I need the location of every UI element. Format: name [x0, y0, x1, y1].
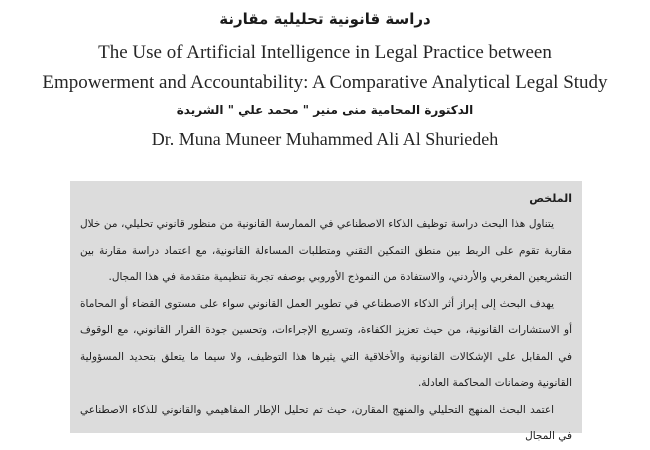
abstract-paragraph-1: يتناول هذا البحث دراسة توظيف الذكاء الاصطناعي في الممارسة القانونية من منظور قانوني تحليلي، من خلال مقاربة تقوم على الربط بين منطق التمكين التقني ومتطلبات المساءلة القانونية، مع اعتماد دراسة مقارنة بين التشريعين المغربي والأردني، والاستفادة من النموذج الأوروبي بوصفه تجربة تنظيمية متقدمة في هذا المجال. [80, 218, 572, 283]
abstract-box [70, 181, 582, 442]
arabic-title: دراسة قانونية تحليلية مقارنة [219, 10, 431, 28]
abstract-paragraph-3: اعتمد البحث المنهج التحليلي والمنهج المقارن، حيث تم تحليل الإطار المفاهيمي والقانوني للذكاء الاصطناعي في المجال [80, 403, 572, 442]
english-author: Dr. Muna Muneer Muhammed Ali Al Shuriedeh [151, 129, 499, 149]
abstract-heading: الملخص [529, 192, 572, 205]
abstract-paragraph-2: يهدف البحث إلى إبراز أثر الذكاء الاصطناعي في تطوير العمل القانوني سواء على مستوى القضاء أو المحاماة أو الاستشارات القانونية، من حيث تعزيز الكفاءة، وتسريع الإجراءات، وتحسين جودة القرار القانوني، مع الوقوف في المقابل على الإشكالات القانونية والأخلاقية التي يثيرها هذا التوظيف، ولا سيما ما يتعلق بتحديد المسؤولية القانونية وضمانات المحاكمة العادلة. [80, 297, 572, 389]
english-title: The Use of Artificial Intelligence in Legal Practice between Empowerment and Accountability: A Comparative Analytical Legal Study [42, 42, 608, 93]
arabic-author: الدكتورة المحامية منى منير " محمد علي " الشريدة [176, 103, 474, 117]
abstract-body [80, 187, 572, 450]
